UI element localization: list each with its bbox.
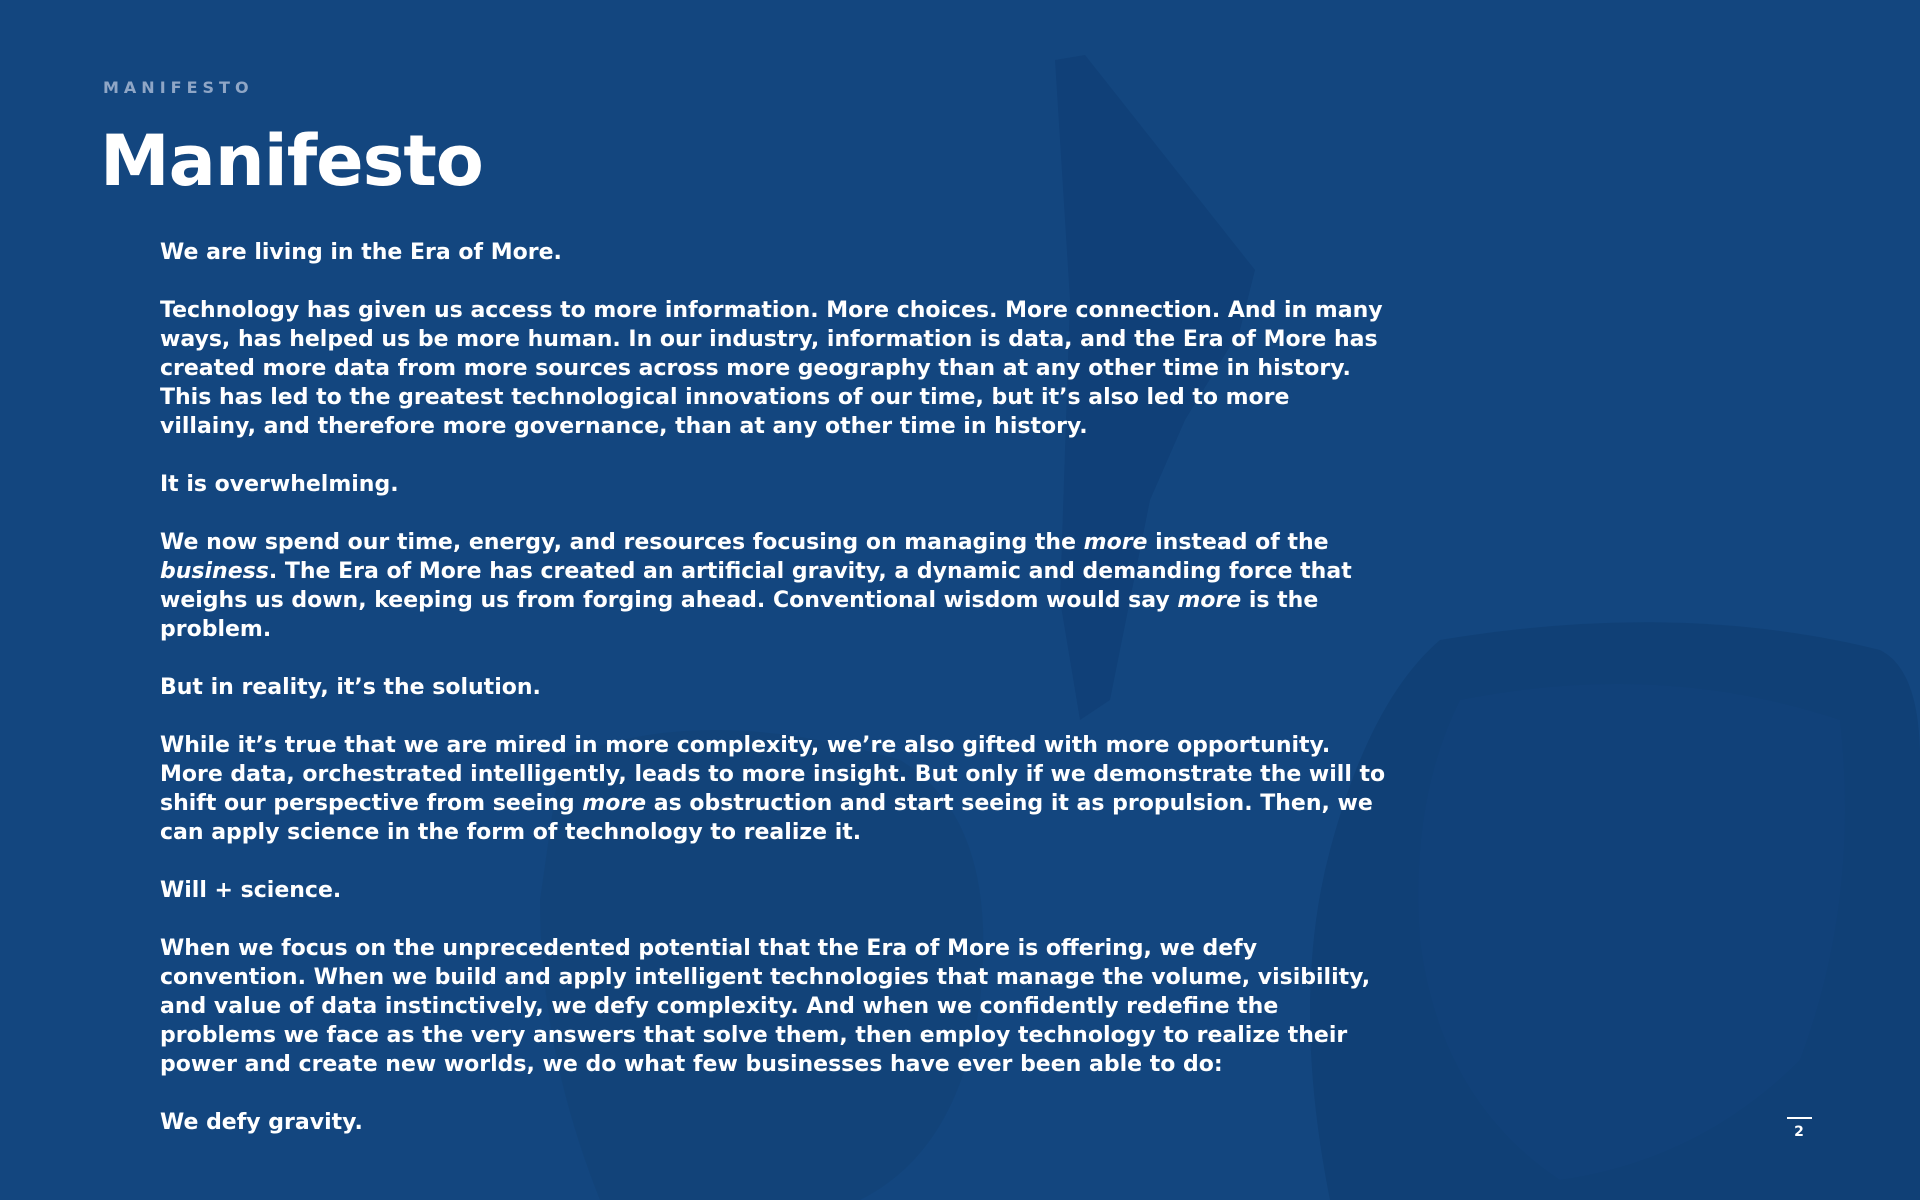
paragraph-8: When we focus on the unprecedented potential that the Era of More is offering, we defy convention. When we build and apply intelligent technologies that manage the volume, visibility, and value of data instinctively, we defy complexity. And when we confidently redefine the problems we face as the very answers that solve them, then employ technology to realize their power and create new worlds, we do what few businesses have ever been able to do:: [160, 936, 1371, 1077]
paragraph-4-text-c: instead of the: [1147, 530, 1329, 555]
paragraph-6: [160, 731, 1390, 847]
paragraph-6-text-a: While it’s true that we are mired in more complexity, we’re also gifted with more opportunity. More data, orchestrated intelligently, leads to more insight. But only if we demonstrate the will to shift our perspective from seeing: [160, 733, 1386, 816]
paragraph-7: Will + science.: [160, 878, 342, 903]
paragraph-4: [160, 528, 1390, 644]
paragraph-3: It is overwhelming.: [160, 472, 399, 497]
closing-statement-text: We defy gravity.: [160, 1110, 363, 1135]
page-number-rule: [1787, 1117, 1812, 1119]
paragraph-6-emphasis-more: more: [582, 791, 647, 816]
paragraph-5: But in reality, it’s the solution.: [160, 675, 541, 700]
paragraph-4-text-a: We now spend our time, energy, and resources focusing on managing the: [160, 530, 1084, 555]
paragraph-4-emphasis-more: more: [1083, 530, 1148, 555]
paragraph-4-text-g: is the problem.: [160, 588, 1319, 642]
page-number: 2: [1794, 1124, 1804, 1140]
paragraph-4-text-e: . The Era of More has created an artificial gravity, a dynamic and demanding force that weighs us down, keeping us from forging ahead. Conventional wisdom would say: [160, 559, 1352, 613]
paragraph-1: We are living in the Era of More.: [160, 240, 562, 265]
paragraph-6-text-c: as obstruction and start seeing it as propulsion. Then, we can apply science in the form of technology to realize it.: [160, 791, 1373, 845]
paragraph-4-emphasis-business: business: [160, 559, 269, 584]
paragraph-4-emphasis-more-2: more: [1177, 588, 1242, 613]
manifesto-body: [160, 238, 1390, 1137]
section-eyebrow: MANIFESTO: [103, 78, 254, 97]
page-title: Manifesto: [100, 120, 483, 202]
closing-statement: [160, 1108, 1390, 1137]
paragraph-2: Technology has given us access to more information. More choices. More connection. And in many ways, has helped us be more human. In our industry, information is data, and the Era of More has created more data from more sources across more geography than at any other time in history. This has led to the greatest technological innovations of our time, but it’s also led to more villainy, and therefore more governance, than at any other time in history.: [160, 298, 1383, 439]
